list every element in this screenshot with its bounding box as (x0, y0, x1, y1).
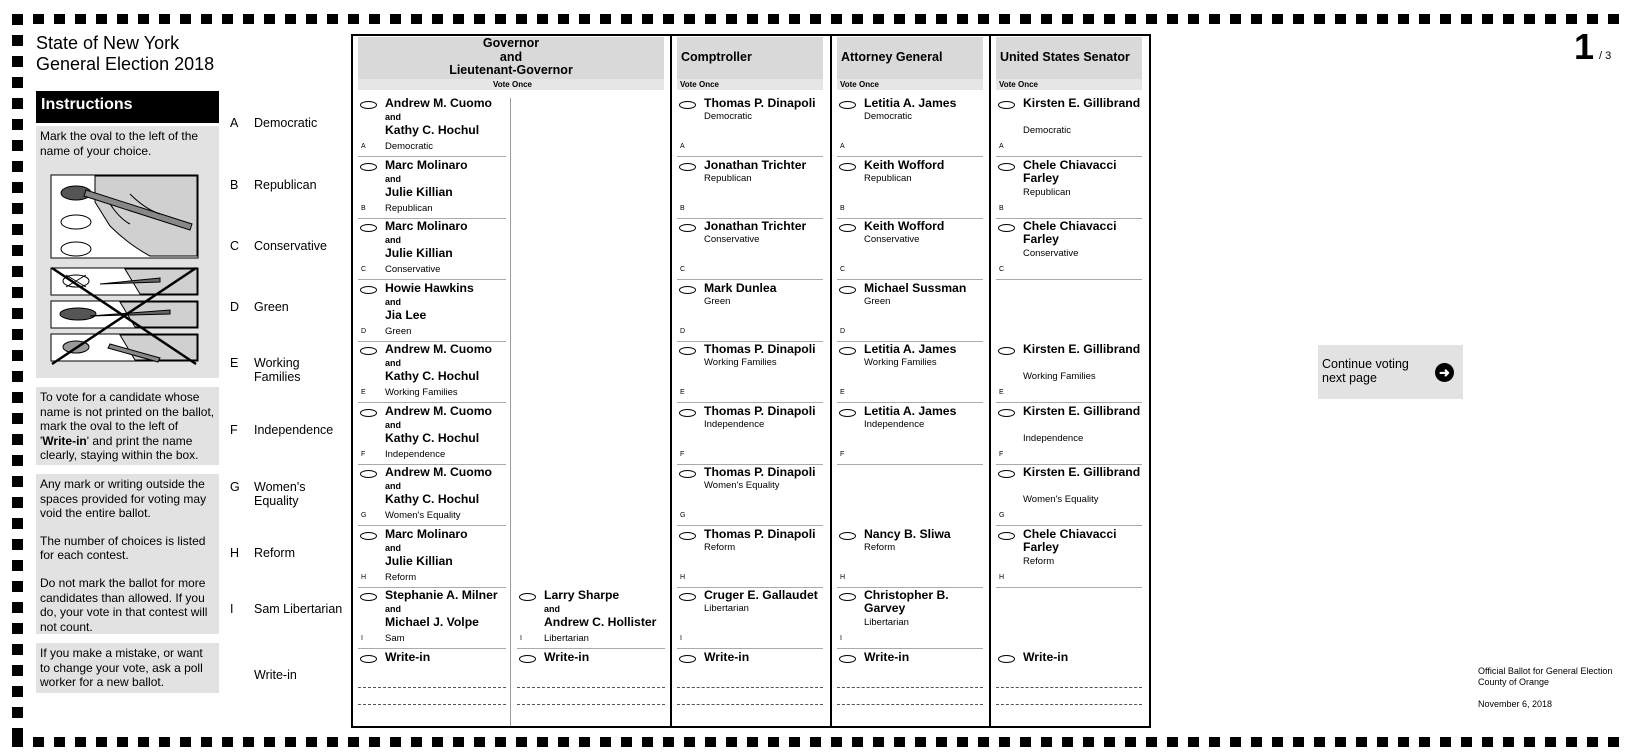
candidate-name: Chele Chiavacci Farley (1023, 157, 1117, 185)
vote-oval[interactable] (360, 532, 377, 540)
writein-line[interactable] (517, 704, 665, 705)
candidate-name: Andrew M. Cuomo (385, 465, 492, 479)
row-letter: C (840, 266, 846, 273)
row-letter: A (361, 143, 366, 150)
ballot-border-top (12, 14, 1626, 24)
vote-oval[interactable] (360, 593, 377, 601)
row-divider (837, 648, 983, 649)
marking-illustration (50, 174, 200, 370)
writein-instruction-tail: ' and print the name clearly, staying within the box. (40, 433, 199, 463)
election-title: General Election 2018 (36, 54, 215, 74)
vote-oval[interactable] (360, 163, 377, 171)
row-divider (517, 648, 665, 649)
row-letter: E (999, 389, 1004, 396)
row-letter: A (840, 143, 845, 150)
candidate-name: Marc Molinaro (385, 526, 468, 541)
party-letter: I (230, 602, 234, 616)
writein-line[interactable] (837, 704, 983, 705)
candidate-name: Kirsten E. Gillibrand (1023, 96, 1141, 110)
party-name: Conservative (254, 239, 327, 253)
candidate-party: Women's Equality (1023, 494, 1099, 505)
party-name: Republican (254, 178, 317, 192)
party-row-2 (230, 178, 350, 208)
governor-title-line: Lieutenant-Governor (449, 63, 573, 77)
candidate-name: Kathy C. Hochul (385, 369, 480, 383)
vote-oval[interactable] (679, 532, 696, 540)
candidate-party: Democratic (704, 111, 753, 122)
candidate-name: Julie Killian (385, 553, 453, 568)
candidate-party: Libertarian (704, 603, 749, 614)
comptroller-contest-title: Comptroller (677, 37, 823, 79)
vote-oval[interactable] (679, 593, 696, 601)
writein-line[interactable] (996, 687, 1142, 688)
candidate-party: Republican (864, 172, 912, 184)
writein-line[interactable] (517, 687, 665, 688)
row-letter: B (840, 204, 845, 212)
ballot-border-bottom (12, 737, 1626, 747)
writein-instruction-bold: Write-in (42, 433, 87, 448)
candidate-party: Working Families (704, 357, 777, 368)
candidate-name: Jonathan Trichter (704, 219, 807, 233)
party-row-8 (230, 546, 350, 576)
candidate-party: Reform (864, 541, 896, 553)
party-name: Reform (254, 546, 295, 560)
writein-oval[interactable] (998, 655, 1015, 663)
row-letter: I (680, 635, 682, 642)
vote-oval[interactable] (679, 347, 696, 355)
row-letter: B (361, 204, 366, 212)
row-divider (677, 402, 823, 403)
row-divider (358, 648, 506, 649)
candidate-name: Andrew C. Hollister (544, 615, 657, 629)
candidate-name: Chele Chiavacci Farley (1023, 219, 1117, 246)
writein-line[interactable] (996, 704, 1142, 705)
candidate-party: Reform (704, 541, 736, 553)
instructions-mark-box (36, 126, 219, 378)
vote-oval[interactable] (998, 532, 1015, 540)
vote-oval[interactable] (998, 470, 1015, 478)
party-row-3 (230, 239, 350, 269)
row-letter: B (680, 204, 685, 212)
candidate-and: and (385, 542, 402, 553)
vote-oval[interactable] (839, 163, 856, 171)
vote-oval[interactable] (519, 593, 536, 601)
candidate-party: Green (864, 295, 891, 307)
candidate-party: Women's Equality (385, 510, 461, 521)
party-name: Sam Libertarian (254, 602, 343, 616)
vote-oval[interactable] (679, 101, 696, 109)
party-row-7 (230, 480, 350, 510)
candidate-party: Democratic (864, 111, 913, 122)
contest-divider (670, 34, 672, 728)
continue-voting-button[interactable] (1318, 345, 1463, 399)
vote-oval[interactable] (839, 532, 856, 540)
candidate-name: Stephanie A. Milner (385, 588, 498, 602)
correct-mark-example-icon (51, 175, 198, 258)
vote-oval[interactable] (998, 163, 1015, 171)
row-divider (677, 156, 823, 157)
governor-contest-title (358, 37, 664, 79)
candidate-name: Jonathan Trichter (704, 157, 807, 172)
row-letter: C (361, 266, 367, 273)
candidate-name: Thomas P. Dinapoli (704, 342, 816, 356)
party-row-5 (230, 356, 350, 386)
party-name: Green (254, 300, 289, 314)
party-name: Write-in (254, 668, 297, 682)
vote-oval[interactable] (360, 347, 377, 355)
candidate-party: Conservative (704, 234, 760, 245)
candidate-party: Independence (704, 418, 765, 430)
candidate-name: Marc Molinaro (385, 219, 468, 233)
row-letter: I (361, 635, 363, 642)
candidate-name: Thomas P. Dinapoli (704, 465, 816, 479)
candidate-and: and (385, 173, 402, 184)
candidate-name: Thomas P. Dinapoli (704, 403, 816, 418)
candidate-party: Reform (1023, 555, 1055, 567)
contest-divider (830, 34, 832, 728)
party-letter: C (230, 239, 240, 253)
party-letter: H (230, 546, 240, 560)
comptroller-vote-once: Vote Once (677, 79, 823, 90)
contest-divider (989, 34, 991, 728)
row-divider (996, 587, 1142, 588)
row-letter: D (840, 327, 846, 335)
row-letter: D (680, 327, 686, 335)
row-divider (996, 525, 1142, 526)
vote-oval[interactable] (998, 101, 1015, 109)
candidate-party: Working Families (1023, 371, 1096, 382)
candidate-and: and (385, 419, 402, 430)
candidate-name: Kirsten E. Gillibrand (1023, 342, 1141, 356)
party-row-6 (230, 423, 350, 453)
attorney-general-contest-title: Attorney General (837, 37, 983, 79)
vote-oval[interactable] (679, 470, 696, 478)
candidate-party: Sam (385, 633, 405, 644)
row-letter: G (361, 512, 367, 519)
party-row-4 (230, 300, 350, 330)
row-letter: H (999, 573, 1005, 581)
instructions-writein-box (36, 387, 219, 465)
instructions-rules-box (36, 474, 219, 634)
vote-oval[interactable] (360, 286, 377, 294)
candidate-name: Andrew M. Cuomo (385, 96, 492, 110)
candidate-name: Kirsten E. Gillibrand (1023, 403, 1141, 418)
continue-voting-label: Continue voting next page (1322, 357, 1409, 385)
candidate-name: Kirsten E. Gillibrand (1023, 465, 1141, 479)
row-divider (358, 525, 506, 526)
row-letter: F (999, 450, 1004, 458)
row-letter: A (680, 143, 685, 150)
candidate-name: Letitia A. James (864, 342, 957, 356)
candidate-name: Letitia A. James (864, 403, 957, 418)
senator-vote-once: Vote Once (996, 79, 1142, 90)
candidate-and: and (385, 481, 402, 491)
candidate-name: Mark Dunlea (704, 280, 777, 295)
row-letter: E (361, 389, 366, 396)
vote-oval[interactable] (360, 224, 377, 232)
row-letter: G (999, 512, 1005, 519)
vote-oval[interactable] (839, 409, 856, 417)
writein-line[interactable] (358, 687, 506, 688)
writein-oval[interactable] (360, 655, 377, 663)
vote-oval[interactable] (360, 101, 377, 109)
writein-oval[interactable] (839, 655, 856, 663)
candidate-name: Thomas P. Dinapoli (704, 526, 816, 541)
ballot-title (36, 33, 214, 75)
candidate-name: Kathy C. Hochul (385, 492, 480, 506)
writein-line[interactable] (677, 704, 823, 705)
candidate-and: and (544, 604, 561, 614)
vote-oval[interactable] (839, 593, 856, 601)
ballot-border-left (12, 14, 23, 747)
vote-oval[interactable] (679, 163, 696, 171)
row-letter: B (999, 204, 1004, 212)
writein-oval[interactable] (679, 655, 696, 663)
candidate-party: Women's Equality (704, 480, 780, 491)
row-divider (996, 279, 1142, 280)
candidate-name: Jia Lee (385, 307, 427, 322)
row-letter: F (680, 450, 685, 458)
row-letter: F (361, 450, 366, 458)
candidate-name: Letitia A. James (864, 96, 957, 110)
writein-label: Write-in (385, 649, 431, 664)
candidate-name: Kathy C. Hochul (385, 430, 480, 445)
candidate-name: Howie Hawkins (385, 280, 474, 295)
row-divider (837, 464, 983, 465)
party-letter: D (230, 300, 240, 314)
row-letter: C (999, 266, 1005, 273)
candidate-name: Andrew M. Cuomo (385, 403, 492, 418)
party-letter: A (230, 116, 239, 130)
candidate-and: and (385, 358, 402, 368)
vote-oval[interactable] (839, 347, 856, 355)
writein-label: Write-in (544, 649, 590, 664)
row-letter: H (361, 573, 367, 581)
party-letter: F (230, 423, 238, 437)
candidate-name: Cruger E. Gallaudet (704, 588, 818, 602)
candidate-party: Green (704, 295, 731, 307)
governor-title-line: Governor (482, 36, 540, 50)
row-letter: E (840, 389, 845, 396)
candidate-party: Reform (385, 571, 417, 583)
row-letter: H (680, 573, 686, 581)
state-title: State of New York (36, 33, 180, 53)
candidate-name: Nancy B. Sliwa (864, 526, 951, 541)
candidate-party: Conservative (864, 234, 920, 245)
party-row-10 (230, 668, 350, 698)
instruction-mark-text: Mark the oval to the left of the name of your choice. (40, 129, 199, 158)
row-letter: E (680, 389, 685, 396)
row-divider (677, 279, 823, 280)
attorney-general-vote-once: Vote Once (837, 79, 983, 90)
vote-oval[interactable] (679, 409, 696, 417)
candidate-party: Republican (1023, 186, 1071, 198)
vote-oval[interactable] (998, 409, 1015, 417)
party-name: Women's Equality (254, 480, 306, 508)
candidate-name: Larry Sharpe (544, 588, 620, 602)
row-divider (358, 156, 506, 157)
writein-line[interactable] (677, 687, 823, 688)
candidate-party: Democratic (385, 141, 434, 152)
writein-label: Write-in (864, 649, 910, 664)
number-instruction: The number of choices is listed for each contest. (40, 533, 206, 563)
row-letter: I (520, 635, 522, 642)
party-name: Working Families (254, 356, 301, 384)
candidate-name: Michael J. Volpe (385, 615, 479, 629)
candidate-party: Working Families (385, 387, 458, 398)
candidate-and: and (385, 296, 402, 307)
vote-oval[interactable] (360, 470, 377, 478)
vote-oval[interactable] (360, 409, 377, 417)
candidate-name: Julie Killian (385, 184, 453, 199)
footer-official-ballot: Official Ballot for General Election (1478, 666, 1613, 676)
vote-oval[interactable] (679, 224, 696, 232)
party-name: Independence (254, 423, 334, 437)
page-number: 1 (1574, 26, 1595, 67)
void-instruction: Any mark or writing outside the spaces provided for voting may void the entire ballot. (40, 477, 207, 521)
party-letter: G (230, 480, 240, 494)
instructions-mistake-box (36, 643, 219, 693)
overvote-instruction: Do not mark the ballot for more candidates than allowed. If you do, your vote in that contest will not count. (40, 575, 208, 634)
vote-oval[interactable] (998, 347, 1015, 355)
writein-line[interactable] (837, 687, 983, 688)
row-divider (996, 156, 1142, 157)
governor-vote-once: Vote Once (358, 79, 664, 90)
footer-date: November 6, 2018 (1478, 699, 1553, 709)
candidate-and: and (385, 112, 402, 122)
candidate-name: Julie Killian (385, 246, 453, 260)
row-divider (358, 279, 506, 280)
candidate-name: Andrew M. Cuomo (385, 342, 492, 356)
candidate-name: Marc Molinaro (385, 157, 468, 172)
writein-oval[interactable] (519, 655, 536, 663)
candidate-party: Democratic (1023, 125, 1072, 136)
writein-label: Write-in (1023, 649, 1069, 664)
governor-subcolumn-divider (510, 98, 511, 726)
row-letter: I (840, 635, 842, 642)
candidate-name: Keith Wofford (864, 157, 945, 172)
row-letter: G (680, 512, 686, 519)
governor-title-line: and (499, 49, 523, 64)
candidate-name: Thomas P. Dinapoli (704, 96, 816, 110)
writein-label: Write-in (704, 649, 750, 664)
mistake-instruction: If you make a mistake, or want to change your vote, ask a poll worker for a new ballot. (40, 646, 203, 690)
row-letter: F (840, 450, 845, 458)
page-count: / 3 (1599, 50, 1612, 62)
row-divider (837, 402, 983, 403)
row-divider (996, 402, 1142, 403)
vote-oval[interactable] (839, 101, 856, 109)
row-divider (358, 402, 506, 403)
party-name: Democratic (254, 116, 318, 130)
party-row-1 (230, 116, 350, 146)
candidate-and: and (385, 235, 402, 245)
candidate-party: Conservative (1023, 248, 1079, 259)
row-divider (837, 156, 983, 157)
writein-line[interactable] (358, 704, 506, 705)
candidate-party: Independence (385, 448, 446, 460)
candidate-and: and (385, 604, 402, 614)
candidate-party: Libertarian (544, 633, 589, 644)
vote-oval[interactable] (998, 224, 1015, 232)
candidate-name: Keith Wofford (864, 219, 945, 233)
vote-oval[interactable] (679, 286, 696, 294)
row-letter: H (840, 573, 846, 581)
row-letter: A (999, 143, 1004, 150)
candidate-name: Christopher B. Garvey (864, 588, 949, 615)
candidate-party: Green (385, 325, 412, 337)
vote-oval[interactable] (839, 286, 856, 294)
candidate-party: Libertarian (864, 617, 909, 628)
candidate-party: Republican (704, 172, 752, 184)
candidate-name: Michael Sussman (864, 280, 967, 295)
party-letter: E (230, 356, 239, 370)
candidate-party: Independence (864, 418, 925, 430)
row-divider (677, 525, 823, 526)
row-letter: C (680, 266, 686, 273)
candidate-party: Republican (385, 202, 433, 214)
footer-county: County of Orange (1478, 677, 1550, 687)
incorrect-mark-examples-icon (51, 268, 198, 364)
row-letter: D (361, 327, 367, 335)
senator-contest-title: United States Senator (996, 37, 1142, 79)
party-letter: B (230, 178, 239, 192)
row-divider (837, 279, 983, 280)
arrow-right-circle-icon: ➜ (1435, 363, 1454, 382)
instructions-heading: Instructions (36, 91, 219, 123)
candidate-name: Chele Chiavacci Farley (1023, 526, 1117, 554)
candidate-party: Working Families (864, 357, 937, 368)
row-divider (677, 648, 823, 649)
vote-oval[interactable] (839, 224, 856, 232)
candidate-party: Independence (1023, 432, 1084, 444)
candidate-party: Conservative (385, 264, 441, 275)
writein-instruction-text: To vote for a candidate whose name is not printed on the ballot, mark the oval to the left of ' (40, 390, 215, 448)
party-row-9 (230, 602, 350, 632)
candidate-name: Kathy C. Hochul (385, 123, 480, 137)
